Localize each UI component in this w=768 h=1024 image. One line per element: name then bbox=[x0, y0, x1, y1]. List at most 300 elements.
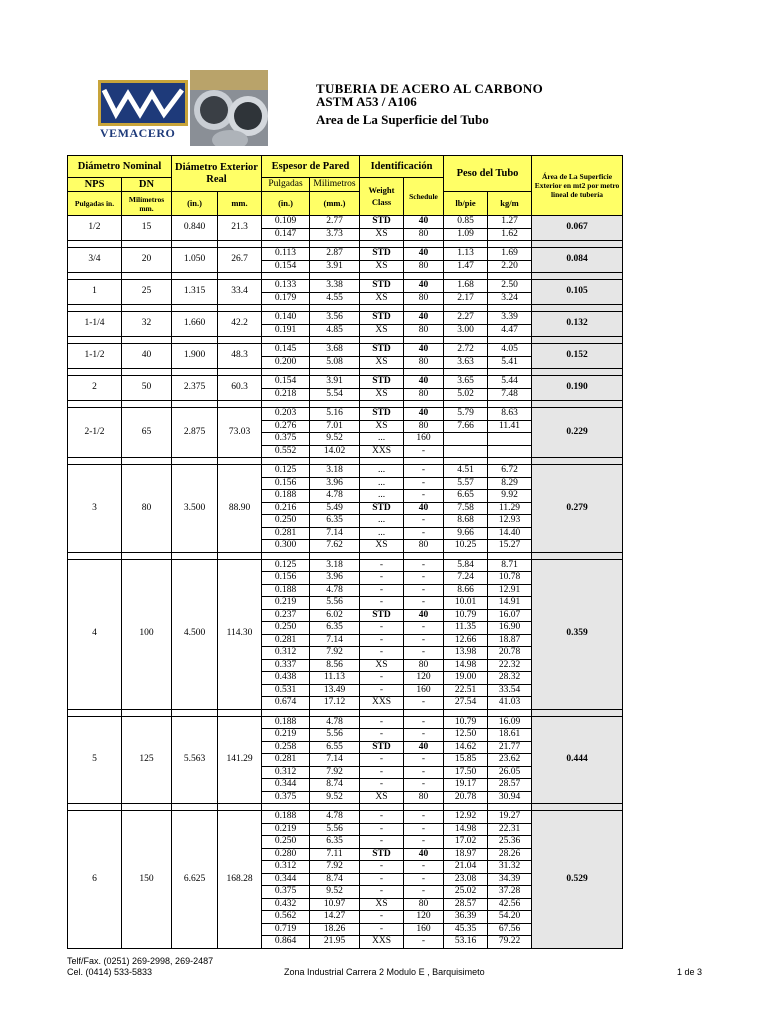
kgm-cell: 1.62 bbox=[488, 228, 532, 241]
spacer-cell bbox=[360, 241, 404, 248]
spacer-cell bbox=[360, 401, 404, 408]
kgm-cell: 16.09 bbox=[488, 716, 532, 729]
lbpie-cell: 17.50 bbox=[444, 766, 488, 779]
kgm-cell: 8.29 bbox=[488, 477, 532, 490]
spacer-cell bbox=[404, 401, 444, 408]
schedule-cell: - bbox=[404, 490, 444, 503]
spacer-cell bbox=[218, 369, 262, 376]
kgm-cell: 11.41 bbox=[488, 420, 532, 433]
weight-class-cell: STD bbox=[360, 312, 404, 325]
dn-cell: 80 bbox=[122, 465, 172, 553]
wall-mm-cell: 14.02 bbox=[310, 445, 360, 458]
schedule-cell: - bbox=[404, 779, 444, 792]
wall-mm-cell: 5.56 bbox=[310, 823, 360, 836]
schedule-cell: 40 bbox=[404, 609, 444, 622]
od-mm-cell: 60.3 bbox=[218, 376, 262, 401]
od-mm-cell: 168.28 bbox=[218, 811, 262, 949]
spacer-cell bbox=[172, 458, 218, 465]
od-in-cell: 0.840 bbox=[172, 216, 218, 241]
pipe-table-body bbox=[68, 216, 623, 949]
wall-mm-cell: 7.62 bbox=[310, 540, 360, 553]
kgm-cell bbox=[488, 433, 532, 446]
weight-class-cell: - bbox=[360, 672, 404, 685]
group-spacer bbox=[68, 458, 623, 465]
wall-in-cell: 0.281 bbox=[262, 527, 310, 540]
weight-class-cell: STD bbox=[360, 741, 404, 754]
unit-wall-in: (in.) bbox=[262, 192, 310, 216]
spacer-cell bbox=[122, 369, 172, 376]
spacer-cell bbox=[532, 337, 623, 344]
dn-cell: 20 bbox=[122, 248, 172, 273]
kgm-cell: 10.78 bbox=[488, 572, 532, 585]
weight-class-cell: ... bbox=[360, 527, 404, 540]
nps-cell: 1-1/2 bbox=[68, 344, 122, 369]
spacer-cell bbox=[444, 709, 488, 716]
group-spacer bbox=[68, 337, 623, 344]
lbpie-cell: 5.79 bbox=[444, 408, 488, 421]
wall-mm-cell: 4.78 bbox=[310, 716, 360, 729]
kgm-cell: 28.26 bbox=[488, 848, 532, 861]
spacer-cell bbox=[218, 709, 262, 716]
schedule-cell: - bbox=[404, 584, 444, 597]
kgm-cell: 1.69 bbox=[488, 248, 532, 261]
spacer-cell bbox=[172, 337, 218, 344]
weight-class-cell: - bbox=[360, 729, 404, 742]
schedule-cell: - bbox=[404, 572, 444, 585]
spacer-cell bbox=[122, 458, 172, 465]
table-row bbox=[68, 716, 623, 729]
schedule-cell: 80 bbox=[404, 324, 444, 337]
spacer-cell bbox=[488, 458, 532, 465]
header-area: Área de La Superficie Exterior en mt2 por metro lineal de tubería bbox=[532, 156, 623, 216]
kgm-cell: 21.77 bbox=[488, 741, 532, 754]
area-cell: 0.132 bbox=[532, 312, 623, 337]
group-spacer bbox=[68, 241, 623, 248]
schedule-cell: 40 bbox=[404, 408, 444, 421]
spacer-cell bbox=[532, 804, 623, 811]
weight-class-cell: STD bbox=[360, 280, 404, 293]
footer-address: Zona Industrial Carrera 2 Modulo E , Barquisimeto bbox=[284, 967, 485, 977]
wall-mm-cell: 5.49 bbox=[310, 502, 360, 515]
lbpie-cell: 7.66 bbox=[444, 420, 488, 433]
nps-cell: 1 bbox=[68, 280, 122, 305]
schedule-cell: - bbox=[404, 697, 444, 710]
spacer-cell bbox=[532, 552, 623, 559]
spacer-cell bbox=[310, 804, 360, 811]
spacer-cell bbox=[360, 273, 404, 280]
area-cell: 0.359 bbox=[532, 559, 623, 709]
spacer-cell bbox=[404, 273, 444, 280]
wall-in-cell: 0.312 bbox=[262, 861, 310, 874]
dn-cell: 65 bbox=[122, 408, 172, 458]
lbpie-cell: 17.02 bbox=[444, 836, 488, 849]
header-ident: Identificación bbox=[360, 156, 444, 178]
kgm-cell: 2.50 bbox=[488, 280, 532, 293]
kgm-cell: 8.63 bbox=[488, 408, 532, 421]
wall-mm-cell: 7.14 bbox=[310, 754, 360, 767]
lbpie-cell: 36.39 bbox=[444, 911, 488, 924]
kgm-cell: 16.90 bbox=[488, 622, 532, 635]
spacer-cell bbox=[444, 804, 488, 811]
schedule-cell: 80 bbox=[404, 540, 444, 553]
lbpie-cell: 7.24 bbox=[444, 572, 488, 585]
wall-in-cell: 0.344 bbox=[262, 873, 310, 886]
kgm-cell: 22.32 bbox=[488, 659, 532, 672]
nps-cell: 1-1/4 bbox=[68, 312, 122, 337]
unit-od-in: (in.) bbox=[172, 192, 218, 216]
spacer-cell bbox=[404, 305, 444, 312]
spacer-cell bbox=[444, 337, 488, 344]
schedule-cell: - bbox=[404, 836, 444, 849]
od-in-cell: 3.500 bbox=[172, 465, 218, 553]
lbpie-cell: 8.66 bbox=[444, 584, 488, 597]
area-cell: 0.105 bbox=[532, 280, 623, 305]
lbpie-cell: 19.17 bbox=[444, 779, 488, 792]
od-mm-cell: 88.90 bbox=[218, 465, 262, 553]
wall-in-cell: 0.145 bbox=[262, 344, 310, 357]
spacer-cell bbox=[262, 337, 310, 344]
weight-class-cell: XS bbox=[360, 388, 404, 401]
spacer-cell bbox=[262, 241, 310, 248]
wall-in-cell: 0.200 bbox=[262, 356, 310, 369]
schedule-cell: - bbox=[404, 886, 444, 899]
group-spacer bbox=[68, 401, 623, 408]
unit-milimetros: Milímetros mm. bbox=[122, 192, 172, 216]
wall-in-cell: 0.154 bbox=[262, 376, 310, 389]
kgm-cell: 34.39 bbox=[488, 873, 532, 886]
lbpie-cell: 2.72 bbox=[444, 344, 488, 357]
wall-in-cell: 0.219 bbox=[262, 729, 310, 742]
header-milimetros: Milimetros bbox=[310, 178, 360, 192]
wall-mm-cell: 3.73 bbox=[310, 228, 360, 241]
wall-mm-cell: 5.54 bbox=[310, 388, 360, 401]
wall-mm-cell: 5.08 bbox=[310, 356, 360, 369]
lbpie-cell: 2.27 bbox=[444, 312, 488, 325]
wall-in-cell: 0.438 bbox=[262, 672, 310, 685]
schedule-cell: 40 bbox=[404, 248, 444, 261]
pipe-table bbox=[67, 155, 623, 949]
wall-mm-cell: 3.18 bbox=[310, 559, 360, 572]
wall-in-cell: 0.674 bbox=[262, 697, 310, 710]
spacer-cell bbox=[68, 241, 122, 248]
lbpie-cell: 12.50 bbox=[444, 729, 488, 742]
weight-class-cell: STD bbox=[360, 408, 404, 421]
spacer-cell bbox=[444, 241, 488, 248]
table-row bbox=[68, 811, 623, 824]
spacer-cell bbox=[122, 337, 172, 344]
wall-in-cell: 0.276 bbox=[262, 420, 310, 433]
schedule-cell: 40 bbox=[404, 216, 444, 229]
wall-in-cell: 0.432 bbox=[262, 898, 310, 911]
kgm-cell: 9.92 bbox=[488, 490, 532, 503]
schedule-cell: - bbox=[404, 754, 444, 767]
schedule-cell: 80 bbox=[404, 292, 444, 305]
wall-mm-cell: 10.97 bbox=[310, 898, 360, 911]
area-cell: 0.067 bbox=[532, 216, 623, 241]
lbpie-cell: 14.98 bbox=[444, 659, 488, 672]
unit-lbpie: lb/pie bbox=[444, 192, 488, 216]
wall-in-cell: 0.133 bbox=[262, 280, 310, 293]
wall-in-cell: 0.188 bbox=[262, 716, 310, 729]
spacer-cell bbox=[310, 241, 360, 248]
wall-mm-cell: 3.56 bbox=[310, 312, 360, 325]
wall-mm-cell: 5.56 bbox=[310, 729, 360, 742]
lbpie-cell: 22.51 bbox=[444, 684, 488, 697]
dn-cell: 15 bbox=[122, 216, 172, 241]
kgm-cell: 42.56 bbox=[488, 898, 532, 911]
schedule-cell: 80 bbox=[404, 260, 444, 273]
kgm-cell: 33.54 bbox=[488, 684, 532, 697]
schedule-cell: 80 bbox=[404, 791, 444, 804]
table-row bbox=[68, 280, 623, 293]
dn-cell: 125 bbox=[122, 716, 172, 804]
od-mm-cell: 42.2 bbox=[218, 312, 262, 337]
spacer-cell bbox=[360, 305, 404, 312]
wall-in-cell: 0.312 bbox=[262, 766, 310, 779]
schedule-cell: - bbox=[404, 445, 444, 458]
lbpie-cell: 1.13 bbox=[444, 248, 488, 261]
wall-mm-cell: 5.56 bbox=[310, 597, 360, 610]
wall-mm-cell: 7.92 bbox=[310, 766, 360, 779]
weight-class-cell: STD bbox=[360, 248, 404, 261]
od-in-cell: 2.375 bbox=[172, 376, 218, 401]
kgm-cell: 22.31 bbox=[488, 823, 532, 836]
spacer-cell bbox=[122, 552, 172, 559]
pipes-photo bbox=[190, 70, 268, 146]
wall-in-cell: 0.179 bbox=[262, 292, 310, 305]
weight-class-cell: - bbox=[360, 647, 404, 660]
wall-mm-cell: 8.74 bbox=[310, 779, 360, 792]
wall-mm-cell: 18.26 bbox=[310, 923, 360, 936]
spacer-cell bbox=[360, 458, 404, 465]
weight-class-cell: ... bbox=[360, 490, 404, 503]
spacer-cell bbox=[262, 804, 310, 811]
wall-in-cell: 0.531 bbox=[262, 684, 310, 697]
lbpie-cell: 53.16 bbox=[444, 936, 488, 949]
spacer-cell bbox=[218, 337, 262, 344]
lbpie-cell: 11.35 bbox=[444, 622, 488, 635]
kgm-cell: 8.71 bbox=[488, 559, 532, 572]
wall-mm-cell: 7.14 bbox=[310, 634, 360, 647]
lbpie-cell: 1.09 bbox=[444, 228, 488, 241]
wall-mm-cell: 9.52 bbox=[310, 791, 360, 804]
schedule-cell: 80 bbox=[404, 228, 444, 241]
kgm-cell: 3.39 bbox=[488, 312, 532, 325]
spacer-cell bbox=[310, 552, 360, 559]
schedule-cell: - bbox=[404, 811, 444, 824]
kgm-cell: 12.91 bbox=[488, 584, 532, 597]
table-row bbox=[68, 465, 623, 478]
wall-mm-cell: 7.92 bbox=[310, 861, 360, 874]
wall-in-cell: 0.375 bbox=[262, 791, 310, 804]
schedule-cell: - bbox=[404, 515, 444, 528]
weight-class-cell: STD bbox=[360, 609, 404, 622]
kgm-cell: 11.29 bbox=[488, 502, 532, 515]
lbpie-cell: 3.63 bbox=[444, 356, 488, 369]
lbpie-cell: 10.01 bbox=[444, 597, 488, 610]
kgm-cell: 14.91 bbox=[488, 597, 532, 610]
wall-in-cell: 0.147 bbox=[262, 228, 310, 241]
lbpie-cell: 5.02 bbox=[444, 388, 488, 401]
spacer-cell bbox=[218, 273, 262, 280]
spacer-cell bbox=[488, 337, 532, 344]
lbpie-cell: 1.47 bbox=[444, 260, 488, 273]
lbpie-cell bbox=[444, 433, 488, 446]
spacer-cell bbox=[68, 273, 122, 280]
weight-class-cell: XS bbox=[360, 659, 404, 672]
od-mm-cell: 21.3 bbox=[218, 216, 262, 241]
weight-class-cell: - bbox=[360, 861, 404, 874]
weight-class-cell: ... bbox=[360, 477, 404, 490]
schedule-cell: 40 bbox=[404, 502, 444, 515]
kgm-cell: 7.48 bbox=[488, 388, 532, 401]
spacer-cell bbox=[172, 305, 218, 312]
nps-cell: 6 bbox=[68, 811, 122, 949]
wall-in-cell: 0.109 bbox=[262, 216, 310, 229]
lbpie-cell: 12.92 bbox=[444, 811, 488, 824]
spacer-cell bbox=[488, 804, 532, 811]
unit-wall-mm: (mm.) bbox=[310, 192, 360, 216]
od-mm-cell: 48.3 bbox=[218, 344, 262, 369]
wall-mm-cell: 8.74 bbox=[310, 873, 360, 886]
lbpie-cell: 10.79 bbox=[444, 716, 488, 729]
nps-cell: 4 bbox=[68, 559, 122, 709]
title-line-2: ASTM A53 / A106 bbox=[316, 94, 417, 109]
spacer-cell bbox=[262, 369, 310, 376]
lbpie-cell: 27.54 bbox=[444, 697, 488, 710]
schedule-cell: 160 bbox=[404, 684, 444, 697]
wall-in-cell: 0.281 bbox=[262, 754, 310, 767]
spacer-cell bbox=[310, 401, 360, 408]
spacer-cell bbox=[172, 369, 218, 376]
schedule-cell: 80 bbox=[404, 659, 444, 672]
spacer-cell bbox=[488, 709, 532, 716]
spacer-cell bbox=[488, 305, 532, 312]
schedule-cell: 40 bbox=[404, 344, 444, 357]
lbpie-cell: 13.98 bbox=[444, 647, 488, 660]
kgm-cell: 67.56 bbox=[488, 923, 532, 936]
weight-class-cell: - bbox=[360, 572, 404, 585]
kgm-cell: 5.44 bbox=[488, 376, 532, 389]
kgm-cell: 16.07 bbox=[488, 609, 532, 622]
weight-class-cell: STD bbox=[360, 848, 404, 861]
lbpie-cell: 20.78 bbox=[444, 791, 488, 804]
spacer-cell bbox=[360, 709, 404, 716]
od-in-cell: 1.660 bbox=[172, 312, 218, 337]
lbpie-cell: 5.57 bbox=[444, 477, 488, 490]
group-spacer bbox=[68, 709, 623, 716]
weight-class-cell: - bbox=[360, 823, 404, 836]
lbpie-cell: 14.62 bbox=[444, 741, 488, 754]
spacer-cell bbox=[68, 337, 122, 344]
weight-class-cell: - bbox=[360, 634, 404, 647]
wall-mm-cell: 8.56 bbox=[310, 659, 360, 672]
unit-od-mm: mm. bbox=[218, 192, 262, 216]
spacer-cell bbox=[310, 369, 360, 376]
wall-mm-cell: 4.85 bbox=[310, 324, 360, 337]
od-in-cell: 1.900 bbox=[172, 344, 218, 369]
wall-in-cell: 0.156 bbox=[262, 572, 310, 585]
nps-cell: 5 bbox=[68, 716, 122, 804]
spacer-cell bbox=[360, 804, 404, 811]
spacer-cell bbox=[262, 458, 310, 465]
area-cell: 0.444 bbox=[532, 716, 623, 804]
weight-class-cell: - bbox=[360, 911, 404, 924]
spacer-cell bbox=[218, 458, 262, 465]
schedule-cell: 80 bbox=[404, 898, 444, 911]
wall-mm-cell: 4.78 bbox=[310, 584, 360, 597]
wall-in-cell: 0.562 bbox=[262, 911, 310, 924]
spacer-cell bbox=[488, 552, 532, 559]
schedule-cell: - bbox=[404, 823, 444, 836]
spacer-cell bbox=[218, 305, 262, 312]
wall-in-cell: 0.300 bbox=[262, 540, 310, 553]
spacer-cell bbox=[360, 337, 404, 344]
spacer-cell bbox=[68, 709, 122, 716]
spacer-cell bbox=[172, 709, 218, 716]
schedule-cell: - bbox=[404, 936, 444, 949]
spacer-cell bbox=[122, 273, 172, 280]
wall-mm-cell: 3.91 bbox=[310, 260, 360, 273]
spacer-cell bbox=[122, 241, 172, 248]
wall-mm-cell: 3.96 bbox=[310, 477, 360, 490]
schedule-cell: - bbox=[404, 465, 444, 478]
kgm-cell: 28.57 bbox=[488, 779, 532, 792]
schedule-cell: 40 bbox=[404, 741, 444, 754]
header-nominal: Diámetro Nominal bbox=[68, 156, 172, 178]
wall-in-cell: 0.188 bbox=[262, 490, 310, 503]
od-in-cell: 2.875 bbox=[172, 408, 218, 458]
kgm-cell: 23.62 bbox=[488, 754, 532, 767]
wall-in-cell: 0.154 bbox=[262, 260, 310, 273]
weight-class-cell: XS bbox=[360, 791, 404, 804]
spacer-cell bbox=[68, 804, 122, 811]
weight-class-cell: XXS bbox=[360, 697, 404, 710]
lbpie-cell: 23.08 bbox=[444, 873, 488, 886]
kgm-cell: 79.22 bbox=[488, 936, 532, 949]
kgm-cell: 26.05 bbox=[488, 766, 532, 779]
wall-in-cell: 0.250 bbox=[262, 515, 310, 528]
spacer-cell bbox=[68, 401, 122, 408]
kgm-cell: 4.47 bbox=[488, 324, 532, 337]
header-nps: NPS bbox=[68, 178, 122, 192]
group-spacer bbox=[68, 552, 623, 559]
spacer-cell bbox=[360, 369, 404, 376]
wall-in-cell: 0.140 bbox=[262, 312, 310, 325]
spacer-cell bbox=[532, 305, 623, 312]
od-mm-cell: 73.03 bbox=[218, 408, 262, 458]
group-spacer bbox=[68, 369, 623, 376]
schedule-cell: 80 bbox=[404, 420, 444, 433]
title-line-3: Area de La Superficie del Tubo bbox=[316, 112, 489, 127]
document-title bbox=[316, 82, 543, 127]
area-cell: 0.084 bbox=[532, 248, 623, 273]
schedule-cell: - bbox=[404, 527, 444, 540]
lbpie-cell: 5.84 bbox=[444, 559, 488, 572]
spacer-cell bbox=[262, 401, 310, 408]
wall-in-cell: 0.219 bbox=[262, 597, 310, 610]
table-row bbox=[68, 376, 623, 389]
wall-mm-cell: 7.01 bbox=[310, 420, 360, 433]
wall-mm-cell: 21.95 bbox=[310, 936, 360, 949]
weight-class-cell: - bbox=[360, 684, 404, 697]
schedule-cell: - bbox=[404, 729, 444, 742]
spacer-cell bbox=[122, 401, 172, 408]
wall-in-cell: 0.237 bbox=[262, 609, 310, 622]
weight-class-cell: - bbox=[360, 873, 404, 886]
schedule-cell: 40 bbox=[404, 848, 444, 861]
dn-cell: 150 bbox=[122, 811, 172, 949]
